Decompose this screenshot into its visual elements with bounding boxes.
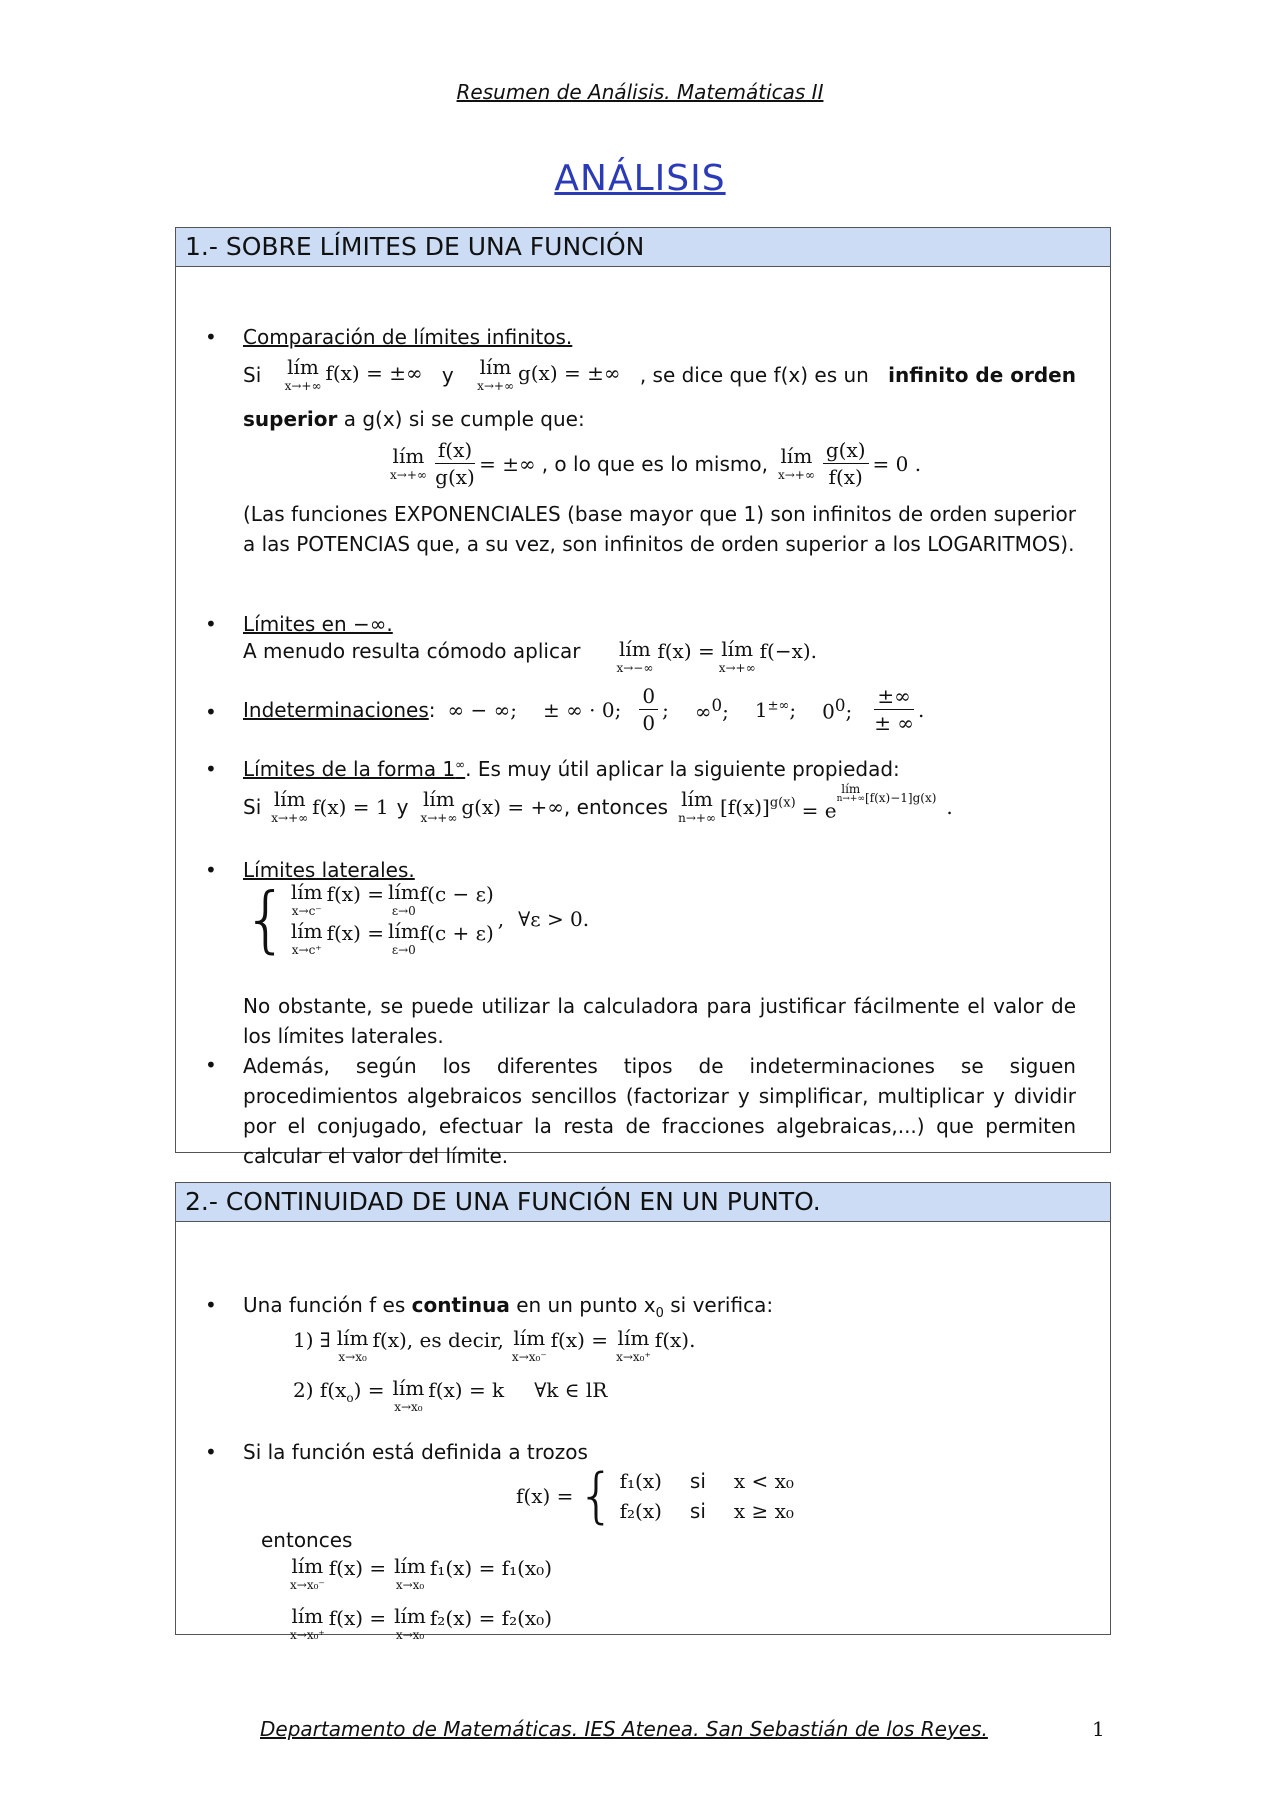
lim-operator: lím x→+∞	[718, 637, 756, 675]
period: .	[917, 697, 925, 722]
page-number: 1	[1092, 1717, 1105, 1741]
piecewise-rows: f₁(x) si x < x₀ f₂(x) si x ≥ x₀	[619, 1469, 794, 1523]
bold-continua: continua	[411, 1293, 510, 1317]
limit-fx-equals-one: f(x) = 1	[312, 794, 389, 819]
bullet: •	[205, 858, 217, 882]
document-title: ANÁLISIS	[554, 158, 726, 199]
limit-fx: lím x→+∞ f(x) = ±∞	[284, 355, 423, 393]
bullet: •	[205, 325, 217, 349]
bullet: •	[205, 1293, 217, 1317]
word-y: y	[396, 794, 409, 819]
lim-operator: lím x→−∞	[616, 637, 654, 675]
colon: :	[428, 697, 436, 722]
period: .	[946, 794, 953, 819]
menos-infinito-text: A menudo resulta cómodo aplicar	[243, 639, 581, 663]
entonces-label: entonces	[261, 1528, 353, 1552]
lhs-fx: f(x) =	[657, 639, 715, 663]
equals-infinity: = ±∞	[479, 451, 536, 476]
bullet-title-indeterminaciones: Indeterminaciones	[243, 697, 429, 722]
lim-operator: lím x→+∞	[390, 444, 427, 482]
indet-inf-over-inf: $\frac{\pm\infty}{\pm \infty}$	[874, 684, 914, 735]
running-header: Resumen de Análisis. Matemáticas II	[456, 80, 824, 104]
lim-operator: lím n→+∞	[678, 787, 716, 825]
entonces: , entonces	[563, 794, 669, 819]
equals-zero: = 0 .	[872, 451, 922, 476]
rhs-f-minus-x: f(−x).	[759, 639, 818, 663]
forall-epsilon: ∀ε > 0.	[518, 907, 590, 931]
laterales-system	[243, 877, 590, 961]
limit-gx: lím x→+∞ g(x) = ±∞	[477, 355, 621, 393]
indet-one-pow-inf: 1±∞;	[754, 697, 797, 722]
definition-text: , se dice que f(x) es un	[639, 362, 869, 387]
comparacion-paragraph: (Las funciones EXPONENCIALES (base mayor que 1) son infinitos de orden superior a las POTENCIAS que, a su vez, son infinitos de orden superior a los LOGARITMOS).	[243, 502, 1076, 556]
lo-mismo-text: , o lo que es lo mismo,	[541, 451, 768, 476]
laterales-row-right: lím x→c⁺ f(x) = lím ε→0 f(c + ε)	[290, 919, 494, 957]
left-limit-equation: lím x→x₀⁻ f(x) = lím x→x₀ f₁(x) = f₁(x₀)	[290, 1554, 553, 1592]
bullet-title-laterales: Límites laterales.	[243, 858, 415, 882]
lim-operator: lím x→+∞	[420, 787, 458, 825]
lim-operator: lím x→+∞	[271, 787, 309, 825]
section-limites	[175, 227, 1111, 1168]
bullet: •	[205, 1440, 217, 1464]
page-footer: Departamento de Matemáticas. IES Atenea. San Sebastián de los Reyes.	[260, 1717, 988, 1741]
left-brace: {	[243, 877, 289, 961]
left-brace: {	[577, 1461, 616, 1531]
uno-infinito-text: Es muy útil aplicar la siguiente propiedad:	[477, 757, 900, 781]
section-continuidad	[175, 1182, 1111, 1642]
comparacion-formula	[386, 439, 921, 488]
limit-gx-infinity: g(x) = +∞	[461, 794, 564, 819]
word-si: Si	[243, 794, 262, 819]
comma: ,	[497, 907, 505, 931]
fraction-f-over-g: $\frac{f(x)}{g(x)}$	[435, 438, 475, 489]
condition-1: 1) ∃ lím x→x₀ f(x), es decir, lím x→x₀⁻ f(x) = lím x→x₀⁺ f(x).	[293, 1326, 696, 1364]
laterales-paragraph: No obstante, se puede utilizar la calculadora para justificar fácilmente el valor de los límites laterales.	[243, 994, 1076, 1048]
bullet: •	[205, 612, 217, 636]
indeterminaciones-line	[243, 685, 924, 734]
piecewise-lhs: f(x) =	[516, 1484, 574, 1508]
indet-inf-times-zero: ± ∞ · 0;	[543, 697, 622, 722]
bullet-title-menos-infinito: Límites en −∞.	[243, 612, 393, 636]
definition-end: a g(x) si se cumple que:	[343, 407, 585, 431]
bullet: •	[205, 700, 217, 724]
condition-1-label: 1) ∃	[293, 1328, 331, 1352]
power-expression: $[f(x)]^{g(x)}$	[719, 794, 796, 819]
word-si: Si	[243, 362, 262, 387]
fraction-g-over-f: $\frac{g(x)}{f(x)}$	[823, 439, 869, 488]
indet-zero-pow-zero: $0^0$;	[822, 695, 853, 724]
forall-k-real: ∀k ∈ lR	[534, 1378, 608, 1402]
laterales-rows	[291, 882, 494, 956]
bullet: •	[205, 1053, 217, 1077]
indet-inf-minus-inf: ∞ − ∞;	[447, 697, 518, 722]
bullet-title-comparacion: Comparación de límites infinitos.	[243, 325, 573, 349]
trozos-text: Si la función está definida a trozos	[243, 1440, 588, 1464]
condition-2-label: 2) $f(x_o)$ =	[293, 1378, 385, 1405]
bullet: •	[205, 757, 217, 781]
uno-infinito-formula	[243, 781, 953, 825]
ademas-paragraph: Además, según los diferentes tipos de indeterminaciones se siguen procedimientos algebraicos sencillos (factorizar y simplificar, multiplicar y dividir por el conjugado, efectuar la resta de fracciones algebraicas,...) que permiten calcular el valor del límite.	[243, 1054, 1076, 1168]
right-limit-equation: lím x→x₀⁺ f(x) = lím x→x₀ f₂(x) = f₂(x₀)	[290, 1604, 553, 1642]
section-heading: 1.- SOBRE LÍMITES DE UNA FUNCIÓN	[176, 228, 1110, 267]
exponential-result: = e $^{lím n\to+\infty [f(x)-1]g(x)}$	[801, 781, 937, 823]
uno-infinito-heading: Límites de la forma 1∞. Es muy útil aplicar la siguiente propiedad:	[243, 757, 900, 781]
condition-2: 2) $f(x_o)$ = lím x→x₀ f(x) = k ∀k ∈ lR	[293, 1376, 608, 1414]
menos-infinito-line	[243, 639, 817, 674]
bullet-title-uno-infinito: Límites de la forma 1∞	[243, 757, 466, 781]
comparacion-line2	[243, 407, 585, 431]
section-heading: 2.- CONTINUIDAD DE UNA FUNCIÓN EN UN PUNTO.	[176, 1183, 1110, 1222]
indet-inf-pow-zero: ∞$^0$;	[694, 695, 729, 724]
continuidad-intro: Una función f es continua en un punto $x_0$ si verifica:	[243, 1293, 774, 1321]
separator: ;	[662, 697, 669, 722]
comparacion-definition-line	[243, 357, 1076, 392]
bold-infinito-de-orden: infinito de orden	[888, 362, 1076, 387]
bold-superior: superior	[243, 407, 338, 431]
indet-zero-over-zero: $\frac{0}{0}$	[639, 685, 658, 734]
laterales-row-left: lím x→c⁻ f(x) = lím ε→0 f(c − ε)	[290, 880, 494, 918]
lim-operator: lím x→+∞	[777, 444, 815, 482]
word-y: y	[441, 362, 454, 387]
piecewise-definition	[516, 1461, 794, 1531]
